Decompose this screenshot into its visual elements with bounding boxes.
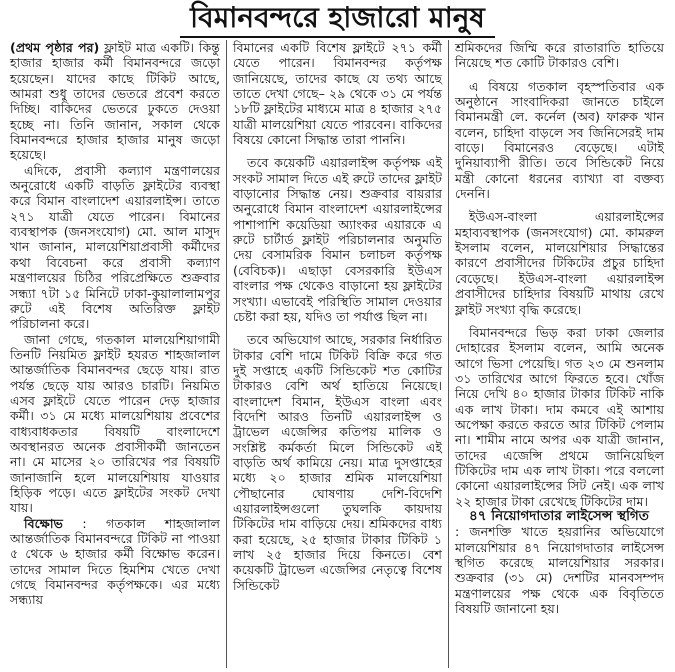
paragraph — [10, 40, 220, 163]
paragraph: : জনশক্তি খাতে হয়রানির অভিযোগে মালয়েশিয়ার ৪৭ নিয়োগদাতার লাইসেন্স স্থগিত করেছে মালয়েশিয়ার সরকার। শুক্রবার (৩১ মে) দেশটির মানবসম্পদ মন্ত্রণালয়ের পক্ষ থেকে এক বিবৃতিতে বিষয়টি জানানো হয়। — [455, 524, 664, 617]
column-2 — [226, 40, 448, 668]
paragraph: তবে অভিযোগ আছে, সরকার নির্ধারিত টাকার বেশি দামে টিকিট বিক্রি করে গত দুই সপ্তাহে একটি সিন্ডিকেট শত কোটির টাকারও বেশি অর্থ হাতিয়ে নিয়েছে। বাংলাদেশ বিমান, ইউএস বাংলা এবং বিদেশি আরও তিনটি এয়ারলাইন্স ও ট্রাভেল এজেন্সির কতিপয় মালিক ও সংশ্লিষ্ট কর্মকর্তা মিলে সিন্ডিকেট এই বাড়তি অর্থ কামিয়ে নেয়। মাত্র দুসপ্তাহের মধ্যে ২০ হাজার শ্রমিক মালয়েশিয়া পৌছানোর ঘোষণায় দেশি-বিদেশি এয়ারলাইন্সগুলো তুঘলকি কায়দায় টিকিটের দাম বাড়িয়ে দেয়। শ্রমিকদের বাধ্য করা হয়েছে, ২৫ হাজার টাকার টিকিট ১ লাখ ২৫ হাজার দিয়ে কিনতে। বেশ কয়েকটি ট্রাভেল এজেন্সির নেতৃত্বে বিশেষ সিন্ডিকেট — [233, 332, 442, 593]
section-label: বিক্ষোভ — [24, 515, 63, 531]
paragraph: বিমানবন্দরে ভিড় করা ঢাকা জেলার দোহারের ইসলাম বলেন, আমি অনেক আগে ভিসা পেয়েছি। গত ২৩ মে শুনলাম ৩১ তারিখের আগে ফিরতে হবে। খোঁজ নিয়ে দেখি ৪০ হাজার টাকার টিকিট নাকি এক লাখ টাকা। দাম কমবে এই আশায় অপেক্ষা করতে করতে আর টিকিট পেলাম না। শামীম নামে অপর এক যাত্রী জানান, তাদের এজেন্সি প্রথমে জানিয়েছিল টিকিটের দাম এক লাখ টাকা। পরে বললো কোনো এয়ারলাইন্সের সিট নেই। এক লাখ ২২ হাজার টাকা রেখেছে টিকিটের দাম। — [455, 324, 664, 509]
paragraph: ইউএস-বাংলা এয়ারলাইন্সের মহাব্যবস্থাপক (জনসংযোগ) মো. কামরুল ইসলাম বলেন, মালয়েশিয়ার সিদ্ধান্তের কারণে প্রবাসীদের টিকিটের প্রচুর চাহিদা বেড়েছে। ইউএস-বাংলা এয়ারলাইন্স প্রবাসীদের চাহিদার বিষয়টি মাথায় রেখে ফ্লাইট সংখ্যা বৃদ্ধি করেছে। — [455, 209, 664, 317]
paragraph-text: : গতকাল শাহজালাল আন্তর্জাতিক বিমানবন্দরে টিকিট না পাওয়া ৫ থেকে ৬ হাজার কর্মী বিক্ষোভ করেন। তাদের সামাল দিতে হিমশিম খেতে দেখা গেছে বিমানবন্দর কর্তৃপক্ষকে। এর মধ্যে সন্ধ্যায় — [10, 515, 220, 608]
paragraph-text: ফ্লাইট মাত্র একটি। কিন্তু হাজার হাজার কর্মী বিমানবন্দরে জড়ো হয়েছেন। যাদের কাছে টিকিট আছে, আমরা শুধু তাদের ভেতরে প্রবেশ করতে দিচ্ছি। বাকিদের ভেতরে ঢুকতে দেওয়া হচ্ছে না। তিনি জানান, সকাল থেকে বিমানবন্দরে হাজার হাজার মানুষ জড়ো হয়েছে। — [10, 40, 220, 163]
paragraph: এ বিষয়ে গতকাল বৃহস্পতিবার এক অনুষ্ঠানে সাংবাদিকরা জানতে চাইলে বিমানমন্ত্রী লে. কর্নেল (অব) ফারুক খান বলেন, চাহিদা বাড়লে সব জিনিসেরই দাম বাড়ে। বিমানেরও বেড়েছে। এটাই দুনিয়াব্যাপী রীতি। তবে সিন্ডিকেট নিয়ে মন্ত্রী কোনো ধরনের ব্যাখ্যা বা বক্তব্য দেননি। — [455, 78, 664, 202]
paragraph: বিমানের একটি বিশেষ ফ্লাইটে ২৭১ কর্মী যেতে পারেন। বিমানবন্দর কর্তৃপক্ষ জানিয়েছে, তাদের কাছে যে তথ্য আছে তাতে দেখা গেছে– ২৯ থেকে ৩১ মে পর্যন্ত ১৮টি ফ্লাইটের মাধ্যমে মাত্র ৪ হাজার ২৭৫ যাত্রী মালয়েশিয়া যেতে পারবেন। বাকিদের বিষয়ে কোনো সিদ্ধান্ত তারা পাননি। — [233, 40, 442, 148]
subheading: ৪৭ নিয়োগদাতার লাইসেন্স স্থগিত — [469, 507, 649, 524]
paragraph — [10, 516, 220, 608]
continuation-tag: (প্রথম পৃষ্ঠার পর) — [10, 40, 100, 55]
headline-box — [0, 0, 675, 38]
column-1 — [4, 40, 226, 668]
paragraph: তবে কয়েকটি এয়ারলাইন্স কর্তৃপক্ষ এই সংকট সামাল দিতে এই রুটে তাদের ফ্লাইট বাড়ানোর সিদ্ধান্ত নেয়। শুক্রবার বায়রার অনুরোধে বিমান বাংলাদেশ এয়ারলাইন্সের পাশাপাশি কয়েডিয়া অ্যাংকর এয়ারকে এ রুটে চার্টার্ড ফ্লাইট পরিচালনার অনুমতি দেয় বেসামরিক বিমান চলাচল কর্তৃপক্ষ (বেবিচক)। এছাড়া বেসরকারি ইউএস বাংলার পক্ষ থেকেও বাড়ানো হয় ফ্লাইটের সংখ্যা। এভাবেই পরিস্থিতি সামাল দেওয়ার চেষ্টা করা হয়, যদিও তা পর্যাপ্ত ছিল না। — [233, 155, 442, 324]
headline: বিমানবন্দরে হাজারো মানুষ — [180, 0, 495, 38]
article-columns — [4, 40, 671, 668]
paragraph: জানা গেছে, গতকাল মালয়েশিয়াগামী তিনটি নিয়মিত ফ্লাইট হযরত শাহজালাল আন্তর্জাতিক বিমানবন্দর ছেড়ে যায়। রাত পর্যন্ত ছেড়ে যায় আরও চারটি। নিয়মিত এসব ফ্লাইটে যেতে পারেন দেড় হাজার কর্মী। ৩১ মে মধ্যে মালয়েশিয়ায় প্রবেশের বাধ্যবাধকতার বিষয়টি বাংলাদেশে অবস্থানরত অনেক প্রবাসীকর্মী জানতেন না। মে মাসের ২০ তারিখের পর বিষয়টি জানাজানি হলে মালয়েশিয়ায় যাওয়ার হিড়িক পড়ে। এতে ফ্লাইটের সংকট দেখা যায়। — [10, 331, 220, 516]
paragraph: শ্রমিকদের জিম্মি করে রাতারাতি হাতিয়ে নিয়েছে শত কোটি টাকারও বেশি। — [455, 40, 664, 71]
paragraph: এদিকে, প্রবাসী কল্যাণ মন্ত্রণালয়ের অনুরোধে একটি বাড়তি ফ্লাইটের ব্যবস্থা করে বিমান বাংলাদেশ এয়ারলাইন্স। তাতে ২৭১ যাত্রী যেতে পারেন। বিমানের ব্যবস্থাপক (জনসংযোগ) মো. আল মাসুদ খান জানান, মালয়েশিয়াপ্রবাসী কর্মীদের কথা বিবেচনা করে প্রবাসী কল্যাণ মন্ত্রণালয়ের চিঠির পরিপ্রেক্ষিতে শুক্রবার সন্ধ্যা ৭টা ১৫ মিনিটে ঢাকা-কুয়ালালামপুর রুটে এই বিশেষ অতিরিক্ত ফ্লাইট পরিচালনা করে। — [10, 162, 220, 332]
column-3 — [448, 40, 670, 668]
